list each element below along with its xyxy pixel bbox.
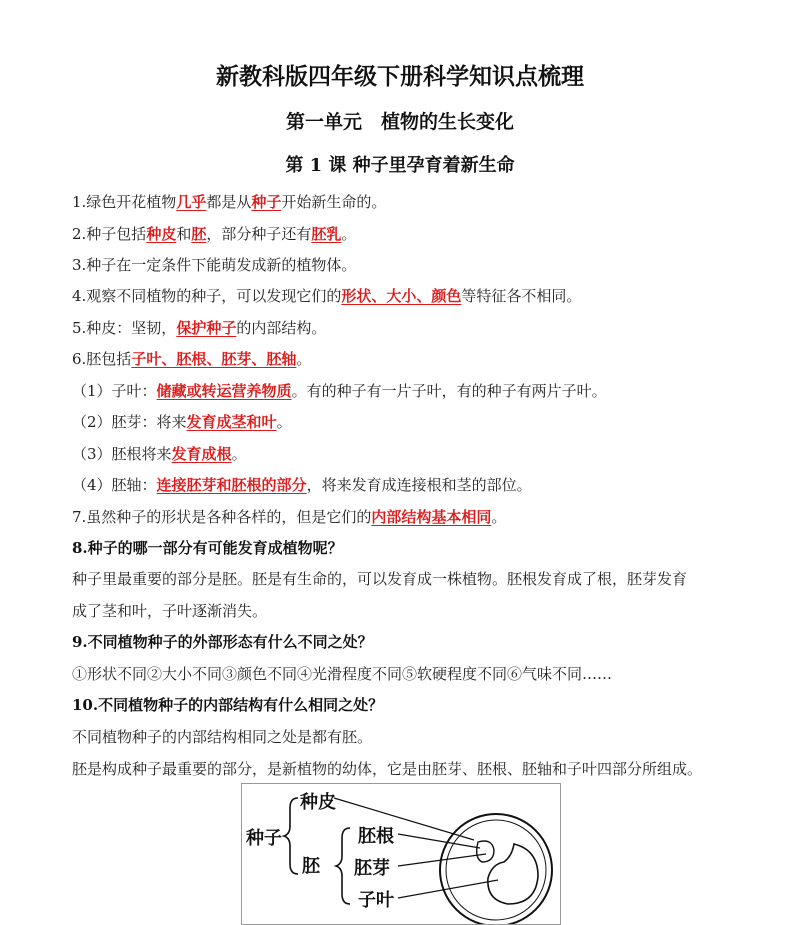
point-6-3: （3）胚根将来发育成根。 bbox=[72, 445, 247, 463]
answer-10-line-2: 胚是构成种子最重要的部分，是新植物的幼体，它是由胚芽、胚根、胚轴和子叶四部分所组成。 bbox=[72, 760, 703, 778]
answer-8-line-2: 成了茎和叶，子叶逐渐消失。 bbox=[72, 602, 268, 620]
document-title: 新教科版四年级下册科学知识点梳理 bbox=[216, 63, 584, 90]
cotyledon-shape bbox=[488, 844, 538, 904]
label-seed-coat: 种皮 bbox=[300, 792, 336, 813]
point-1: 1.绿色开花植物几乎都是从种子开始新生命的。 bbox=[72, 193, 387, 211]
point-7: 7.虽然种子的形状是各种各样的，但是它们的内部结构基本相同。 bbox=[72, 508, 507, 526]
label-embryo: 胚 bbox=[302, 856, 320, 877]
seed-coat-inner bbox=[446, 820, 546, 920]
point-6-1: （1）子叶：储藏或转运营养物质。有的种子有一片子叶，有的种子有两片子叶。 bbox=[72, 382, 607, 400]
label-plumule: 胚芽 bbox=[354, 858, 390, 879]
answer-8-line-1: 种子里最重要的部分是胚。胚是有生命的，可以发育成一株植物。胚根发育成了根，胚芽发育 bbox=[72, 570, 688, 588]
point-3: 3.种子在一定条件下能萌发成新的植物体。 bbox=[72, 256, 357, 274]
question-8: 8.种子的哪一部分有可能发育成植物呢？ bbox=[72, 539, 343, 557]
point-6-4: （4）胚轴：连接胚芽和胚根的部分，将来发育成连接根和茎的部位。 bbox=[72, 476, 532, 494]
lesson-heading: 第 1 课 种子里孕育着新生命 bbox=[285, 155, 515, 176]
answer-9: ①形状不同②大小不同③颜色不同④光滑程度不同⑤软硬程度不同⑥气味不同…… bbox=[72, 665, 613, 683]
embryo-brace bbox=[336, 828, 350, 904]
seed-outline bbox=[440, 814, 552, 924]
seed-diagram-drawing bbox=[242, 784, 560, 924]
label-radicle: 胚根 bbox=[358, 826, 394, 847]
main-brace bbox=[284, 798, 298, 874]
label-cotyledon: 子叶 bbox=[358, 890, 394, 911]
label-seed: 种子 bbox=[246, 828, 282, 849]
question-10: 10.不同植物种子的内部结构有什么相同之处？ bbox=[72, 696, 384, 714]
point-6: 6.胚包括子叶、胚根、胚芽、胚轴。 bbox=[72, 350, 312, 368]
unit-heading: 第一单元 植物的生长变化 bbox=[285, 111, 514, 133]
answer-10-line-1: 不同植物种子的内部结构相同之处是都有胚。 bbox=[72, 728, 373, 746]
coat-pointer bbox=[334, 798, 474, 840]
point-6-2: （2）胚芽：将来发育成茎和叶。 bbox=[72, 413, 292, 431]
point-2: 2.种子包括种皮和胚，部分种子还有胚乳。 bbox=[72, 225, 357, 243]
point-5: 5.种皮：坚韧，保护种子的内部结构。 bbox=[72, 319, 327, 337]
point-4: 4.观察不同植物的种子，可以发现它们的形状、大小、颜色等特征各不相同。 bbox=[72, 287, 582, 305]
radicle-shape bbox=[477, 841, 494, 862]
radicle-pointer bbox=[398, 834, 480, 848]
question-9: 9.不同植物种子的外部形态有什么不同之处？ bbox=[72, 633, 373, 651]
